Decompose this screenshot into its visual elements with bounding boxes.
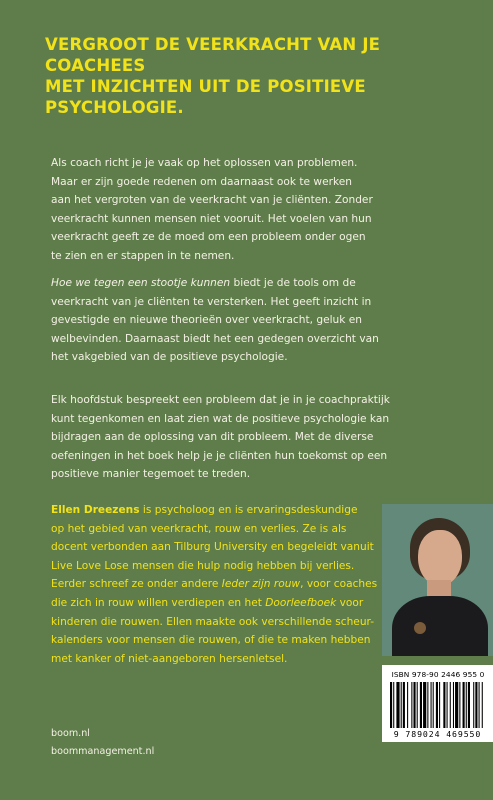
barcode-bars bbox=[390, 682, 486, 728]
text-line: op het gebied van veerkracht, rouw en verlies. Ze is als bbox=[51, 522, 347, 535]
chapters-paragraph bbox=[51, 391, 441, 484]
text-line: bijdragen aan de oplossing van dit probleem. Met de diverse bbox=[51, 431, 374, 444]
text-line: Als coach richt je je vaak op het oplossen van problemen. bbox=[51, 157, 358, 169]
book-title-italic: Hoe we tegen een stootje kunnen bbox=[51, 277, 231, 289]
headline-line-1: VERGROOT DE VEERKRACHT VAN JE COACHEES bbox=[45, 35, 381, 75]
cover-headline bbox=[45, 34, 465, 118]
website-link-boommanagement[interactable]: boommanagement.nl bbox=[51, 746, 155, 757]
text-line: Maar er zijn goede redenen om daarnaast ook te werken bbox=[51, 175, 352, 188]
author-photo bbox=[382, 504, 493, 656]
text-line: gevestigde en nieuwe theorieën over veerkracht, geluk en bbox=[51, 314, 362, 327]
text-line bbox=[51, 594, 381, 613]
text-line: kinderen die rouwen. Ellen maakte ook verschillende scheur- bbox=[51, 615, 375, 628]
isbn-label: ISBN 978-90 2446 955 0 bbox=[391, 670, 485, 679]
text-line bbox=[51, 501, 381, 520]
website-link-boom[interactable]: boom.nl bbox=[51, 728, 90, 739]
text-line: Elk hoofdstuk bespreekt een probleem dat je in je coachpraktijk bbox=[51, 394, 390, 406]
text-line: kalenders voor mensen die rouwen, of die te maken hebben bbox=[51, 634, 371, 647]
text-line: Live Love Lose mensen die hulp nodig hebben bij verlies. bbox=[51, 559, 355, 572]
book-title-italic: Ieder zijn rouw bbox=[221, 578, 301, 591]
brooch bbox=[414, 622, 426, 634]
isbn-barcode bbox=[382, 665, 493, 742]
author-name: Ellen Dreezens bbox=[51, 504, 140, 516]
text-fragment: Eerder schreef ze onder andere bbox=[51, 578, 222, 591]
headline-line-2: MET INZICHTEN UIT DE POSITIEVE PSYCHOLOGIE. bbox=[45, 77, 366, 117]
text-fragment: die zich in rouw willen verdiepen en het bbox=[51, 596, 266, 609]
text-line: het vakgebied van de positieve psychologie. bbox=[51, 351, 288, 364]
text-line bbox=[51, 274, 441, 293]
barcode-digits: 9 789024 469550 bbox=[393, 729, 482, 739]
publisher-links bbox=[51, 725, 154, 761]
text-line: docent verbonden aan Tilburg University en begeleidt vanuit bbox=[51, 541, 374, 554]
author-bio bbox=[51, 501, 381, 668]
text-line: veerkracht van je cliënten te versterken. Het geeft inzicht in bbox=[51, 295, 372, 308]
text-fragment: is psycholoog en is ervaringsdeskundige bbox=[139, 504, 358, 516]
text-line: aan het vergroten van de veerkracht van je cliënten. Zonder bbox=[51, 194, 373, 207]
text-line: kunt tegenkomen en laat zien wat de positieve psychologie kan bbox=[51, 412, 390, 425]
book-title-italic: Doorleefboek bbox=[265, 596, 337, 609]
text-line: positieve manier tegemoet te treden. bbox=[51, 468, 251, 481]
text-line: veerkracht geeft ze de moed om een probleem onder ogen bbox=[51, 231, 366, 244]
text-fragment: biedt je de tools om de bbox=[230, 277, 356, 289]
text-line: welbevinden. Daarnaast biedt het een gedegen overzicht van bbox=[51, 332, 379, 345]
text-line bbox=[51, 575, 381, 594]
text-fragment: , voor coaches bbox=[300, 578, 378, 591]
book-description-paragraph bbox=[51, 274, 441, 367]
text-line: veerkracht kunnen mensen niet vooruit. Het voelen van hun bbox=[51, 212, 372, 225]
text-line: te zien en er stappen in te nemen. bbox=[51, 249, 235, 262]
intro-paragraph bbox=[51, 154, 441, 266]
text-line: oefeningen in het boek help je je cliënten hun toekomst op een bbox=[51, 449, 388, 462]
text-line: met kanker of niet-aangeboren hersenletsel. bbox=[51, 652, 288, 665]
text-fragment: voor bbox=[336, 596, 364, 609]
